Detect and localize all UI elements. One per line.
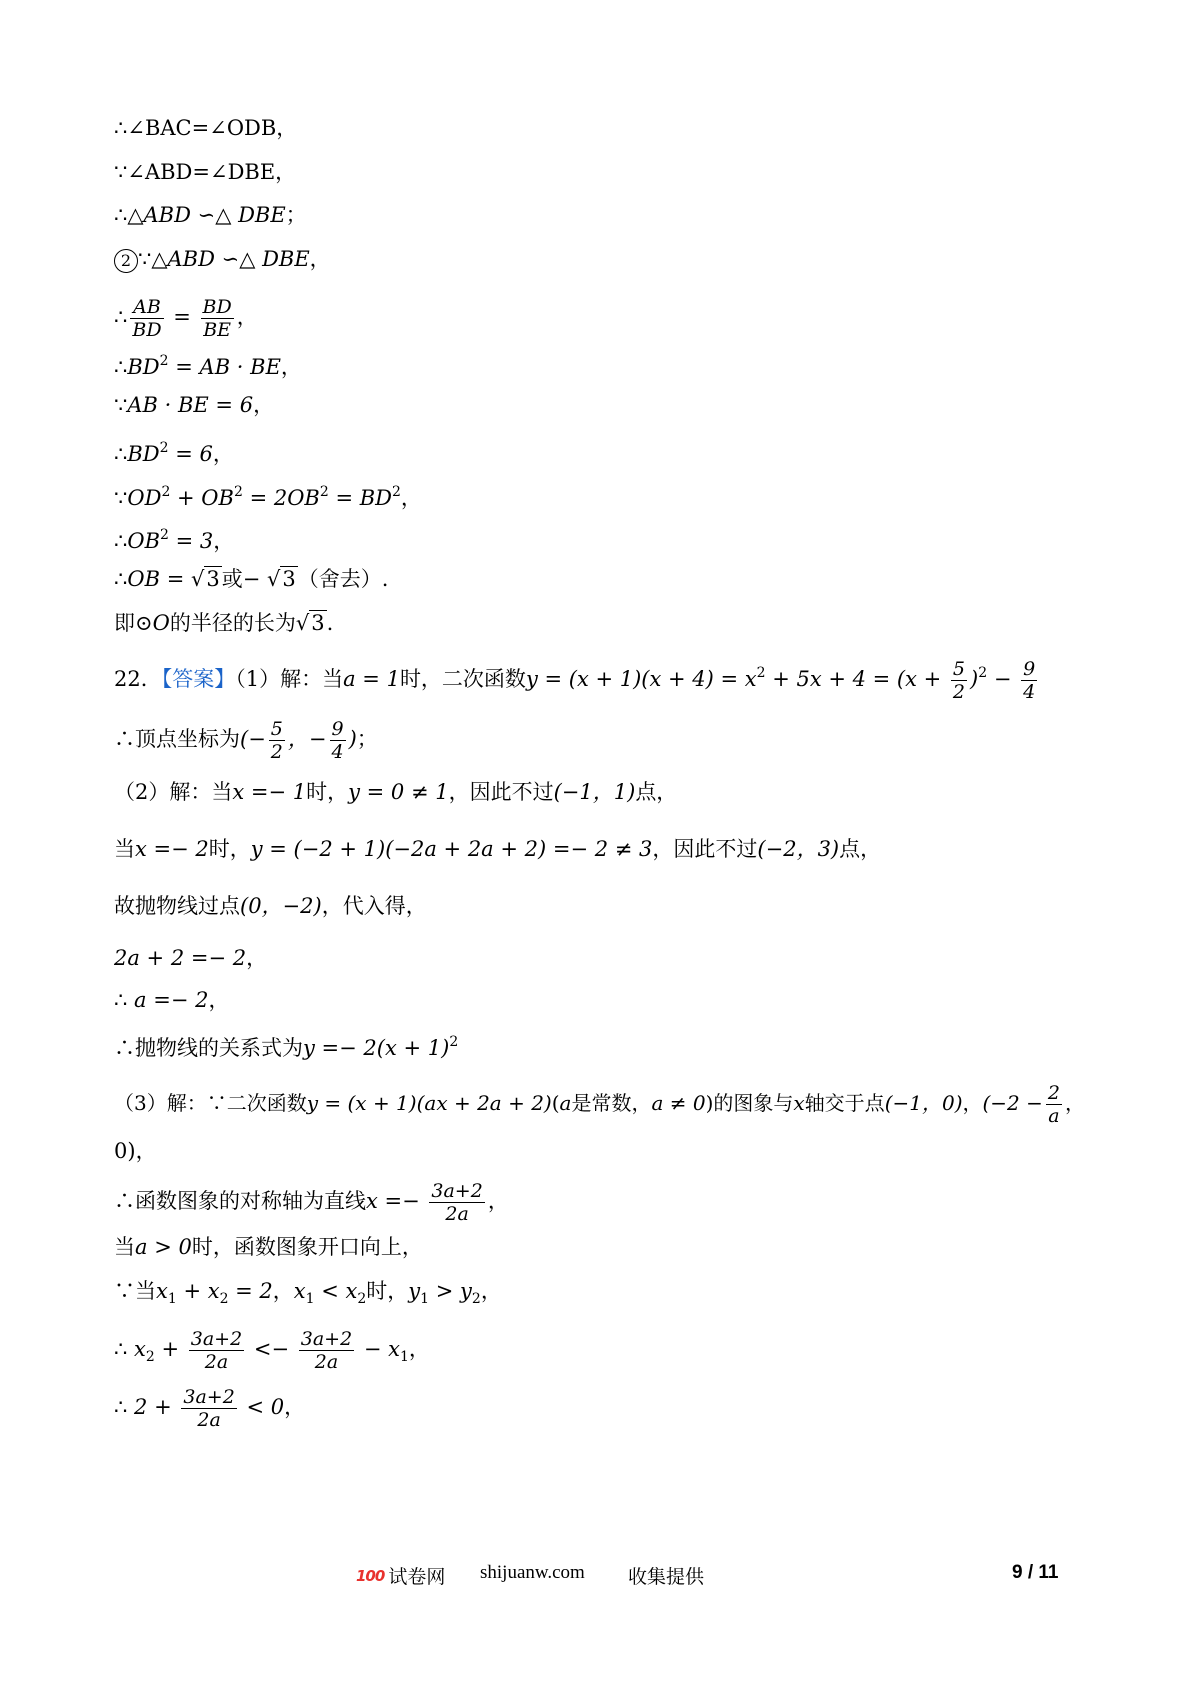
math: x	[156, 1279, 168, 1303]
text: ∴顶点坐标为	[114, 727, 240, 751]
text: ，	[487, 1189, 509, 1213]
numerator: 9	[331, 718, 344, 740]
line-14	[114, 718, 378, 763]
line-27	[114, 1386, 305, 1431]
numerator: 5	[270, 718, 283, 740]
math: 0)	[114, 1139, 136, 1163]
math: AB · BE = 6	[127, 393, 254, 417]
superscript: 2	[159, 440, 169, 456]
math: = 2OB	[242, 486, 320, 510]
text: ∴∠BAC=∠ODB，	[114, 116, 298, 140]
answer-label: 【答案】	[161, 667, 236, 691]
math: x	[293, 1279, 306, 1303]
math: y = (x + 1)(x + 4) = x	[525, 667, 757, 691]
superscript: 2	[233, 484, 243, 500]
numerator: AB	[130, 296, 163, 319]
text: ∴	[114, 442, 128, 466]
math: = 2	[228, 1279, 273, 1303]
superscript: 2	[978, 665, 988, 681]
text: ，	[1065, 1091, 1085, 1115]
math: )	[970, 667, 979, 691]
radicand: 3	[311, 611, 325, 635]
superscript: 2	[159, 353, 169, 369]
superscript: 2	[449, 1034, 459, 1050]
numerator: BD	[202, 296, 232, 318]
numerator: 3a+2	[183, 1386, 235, 1408]
math: − x	[357, 1337, 400, 1361]
math: ABD	[143, 203, 191, 227]
fraction	[130, 296, 163, 341]
line-6	[114, 346, 302, 382]
math: <−	[247, 1337, 296, 1361]
denominator: 2	[270, 741, 283, 763]
fraction	[1046, 1082, 1062, 1127]
text: ，	[208, 988, 230, 1012]
line-10	[114, 520, 234, 556]
text: ；	[356, 727, 378, 751]
text: 或−	[221, 567, 268, 591]
math: (−2 −	[982, 1091, 1043, 1115]
text: ，	[280, 355, 302, 379]
line-19	[114, 985, 229, 1015]
text: ∵当	[114, 1279, 156, 1303]
line-21	[114, 1082, 1085, 1127]
math: y = (−2 + 1)(−2a + 2a + 2) =− 2 ≠ 3	[250, 837, 653, 861]
text: .	[326, 611, 334, 635]
line-11	[114, 564, 388, 594]
numerator: 3a+2	[431, 1180, 483, 1202]
fraction	[181, 1386, 236, 1431]
page-number: 9 / 11	[1012, 1562, 1059, 1583]
math: DBE	[262, 247, 310, 271]
numerator: 9	[1023, 658, 1036, 680]
text: ∴函数图象的对称轴为直线	[114, 1189, 366, 1213]
line-25	[114, 1276, 502, 1314]
line-2	[114, 157, 296, 187]
math: a ≠ 0	[651, 1091, 706, 1115]
line-15	[114, 777, 677, 807]
text: ∴	[114, 305, 128, 329]
math: DBE	[238, 203, 286, 227]
subscript: 2	[145, 1349, 155, 1365]
text: ∴	[114, 988, 135, 1012]
line-24	[114, 1232, 423, 1262]
line-23	[114, 1180, 509, 1225]
math: y = (x + 1)(ax + 2a + 2)	[306, 1091, 552, 1115]
text: =	[166, 305, 198, 329]
math: > y	[429, 1279, 472, 1303]
math: y = 0 ≠ 1	[348, 780, 449, 804]
denominator: a	[1048, 1105, 1060, 1127]
fraction	[201, 296, 234, 341]
text: ∽△	[214, 247, 263, 271]
denominator: 2a	[314, 1351, 339, 1373]
sqrt: √3	[295, 611, 325, 635]
text: ，	[246, 946, 268, 970]
text: 点，	[635, 780, 678, 804]
line-16	[114, 834, 881, 864]
footer-site: shijuanw.com	[480, 1562, 585, 1583]
denominator: 2	[952, 681, 966, 703]
text: （2）解：当	[114, 780, 233, 804]
line-4	[114, 244, 331, 274]
line-18	[114, 943, 267, 973]
subscript: 1	[399, 1349, 409, 1365]
subscript: 1	[420, 1291, 430, 1307]
text: ∵△	[138, 247, 168, 271]
footer-logo	[356, 1562, 445, 1589]
text: ，	[480, 1279, 502, 1303]
subscript: 2	[219, 1291, 229, 1307]
math: = 3	[168, 529, 214, 553]
math: + OB	[170, 486, 234, 510]
line-3	[114, 200, 307, 230]
text: （3）解：∵二次函数	[114, 1091, 307, 1115]
text: ，	[213, 529, 235, 553]
math: x	[134, 1337, 146, 1361]
sqrt: √3	[190, 567, 220, 591]
numerator: 5	[952, 658, 966, 680]
text: 时，函数图象开口向上，	[191, 1235, 423, 1259]
math: BD	[127, 355, 160, 379]
math: a > 0	[135, 1235, 192, 1259]
line-26	[114, 1328, 430, 1373]
math: a =− 2	[134, 988, 209, 1012]
math: +	[154, 1337, 186, 1361]
text: 时，二次函数	[399, 667, 526, 691]
subscript: 1	[167, 1291, 177, 1307]
sqrt: √3	[267, 567, 296, 591]
math: (0，−2)	[240, 894, 322, 918]
text: ，代入得，	[321, 894, 427, 918]
text: ∴抛物线的关系式为	[114, 1036, 303, 1060]
fraction	[429, 1180, 484, 1225]
denominator: 4	[1023, 681, 1036, 703]
text: ，	[400, 486, 422, 510]
math: (−1，0)	[884, 1091, 963, 1115]
denominator: 2a	[445, 1203, 469, 1225]
text: 的半径的长为	[169, 611, 296, 635]
radicand: 3	[206, 567, 220, 591]
numerator: 2	[1047, 1082, 1060, 1104]
text: 点，	[839, 837, 882, 861]
fraction	[330, 718, 346, 763]
math: + x	[176, 1279, 220, 1303]
text: ∴	[114, 1395, 135, 1419]
line-17	[114, 891, 427, 921]
math: −	[987, 667, 1019, 691]
math: O	[152, 611, 170, 635]
footer-collect: 收集提供	[628, 1567, 705, 1588]
math: OD	[127, 486, 162, 510]
text: ∵∠ABD=∠DBE，	[114, 160, 297, 184]
math: (−2，3)	[757, 837, 840, 861]
text: 是常数，	[571, 1091, 652, 1115]
circled-number: 2	[114, 249, 138, 273]
text: ∽△	[190, 203, 239, 227]
subscript: 1	[305, 1291, 315, 1307]
math: (−	[240, 727, 266, 751]
denominator: BD	[132, 319, 162, 341]
line-20	[114, 1027, 458, 1063]
numerator: 3a+2	[300, 1328, 353, 1350]
text: (	[551, 1091, 560, 1115]
text: ，	[272, 1279, 294, 1303]
fraction	[269, 718, 285, 763]
text: 当	[114, 1235, 135, 1259]
text: ，	[236, 305, 258, 329]
text: ，因此不过	[448, 780, 554, 804]
radicand: 3	[282, 567, 296, 591]
math: ABD	[167, 247, 215, 271]
superscript: 2	[161, 484, 171, 500]
text: ，	[309, 247, 331, 271]
text: ；	[285, 203, 307, 227]
denominator: 2a	[197, 1409, 221, 1431]
math: = AB · BE	[168, 355, 281, 379]
text: （舍去）.	[297, 567, 389, 591]
text: 当	[114, 837, 135, 861]
line-12	[114, 608, 333, 638]
text: ，	[284, 1395, 306, 1419]
math: = 6	[168, 442, 213, 466]
math: y	[408, 1279, 421, 1303]
math: 2 +	[134, 1395, 179, 1419]
text: ，	[135, 1139, 157, 1163]
math: (−1，1)	[553, 780, 636, 804]
denominator: 2a	[204, 1351, 229, 1373]
line-8	[114, 433, 234, 469]
math: x =− 2	[135, 837, 209, 861]
text: （1）解：当	[235, 667, 344, 691]
text: ∴	[114, 529, 128, 553]
line-1	[114, 113, 297, 143]
question-number: 22．	[114, 667, 162, 691]
subscript: 2	[471, 1291, 481, 1307]
math: BD	[127, 442, 160, 466]
math: x	[793, 1091, 805, 1115]
page-footer	[0, 1560, 1191, 1590]
text: 故抛物线过点	[114, 894, 240, 918]
math: y =− 2(x + 1)	[303, 1036, 450, 1060]
fraction	[1021, 658, 1037, 703]
text: ，	[212, 442, 234, 466]
line-9	[114, 477, 422, 513]
math: a = 1	[343, 667, 400, 691]
logo-text: 试卷网	[388, 1567, 446, 1588]
text: ∵	[114, 486, 128, 510]
superscript: 2	[756, 665, 766, 681]
text: 时，	[366, 1279, 409, 1303]
math: = BD	[328, 486, 392, 510]
math: ，−	[287, 727, 327, 751]
text: ∴△	[114, 203, 144, 227]
text: ，	[962, 1091, 983, 1115]
text: )的图象与	[705, 1091, 794, 1115]
math: OB	[127, 529, 161, 553]
superscript: 2	[392, 484, 401, 500]
fraction	[189, 1328, 244, 1373]
numerator: 3a+2	[190, 1328, 243, 1350]
text: ∵	[114, 393, 128, 417]
fraction	[951, 658, 967, 703]
text: ，因此不过	[652, 837, 758, 861]
text: ∴	[114, 567, 128, 591]
text: 时，	[208, 837, 251, 861]
superscript: 2	[160, 527, 169, 543]
math: )	[348, 727, 357, 751]
math: x =− 1	[232, 780, 307, 804]
logo-icon: 100	[356, 1567, 385, 1585]
math: < 0	[239, 1395, 285, 1419]
math: a	[559, 1091, 572, 1115]
line-5	[114, 296, 258, 341]
text: ，	[253, 393, 275, 417]
superscript: 2	[319, 484, 329, 500]
math: OB =	[127, 567, 191, 591]
math: + 5x + 4 = (x +	[765, 667, 948, 691]
math: x =−	[366, 1189, 427, 1213]
line-7	[114, 390, 274, 420]
denominator: BE	[203, 319, 232, 341]
text: 时，	[306, 780, 349, 804]
math: < x	[314, 1279, 358, 1303]
line-22	[114, 1136, 157, 1166]
subscript: 2	[357, 1291, 367, 1307]
line-13	[114, 658, 1040, 703]
fraction	[299, 1328, 354, 1373]
text: ∴	[114, 355, 128, 379]
math: 2a + 2 =− 2	[114, 946, 247, 970]
text: ，	[408, 1337, 430, 1361]
text: 即⊙	[114, 611, 153, 635]
text: 轴交于点	[804, 1091, 885, 1115]
denominator: 4	[331, 741, 344, 763]
text: ∴	[114, 1337, 135, 1361]
